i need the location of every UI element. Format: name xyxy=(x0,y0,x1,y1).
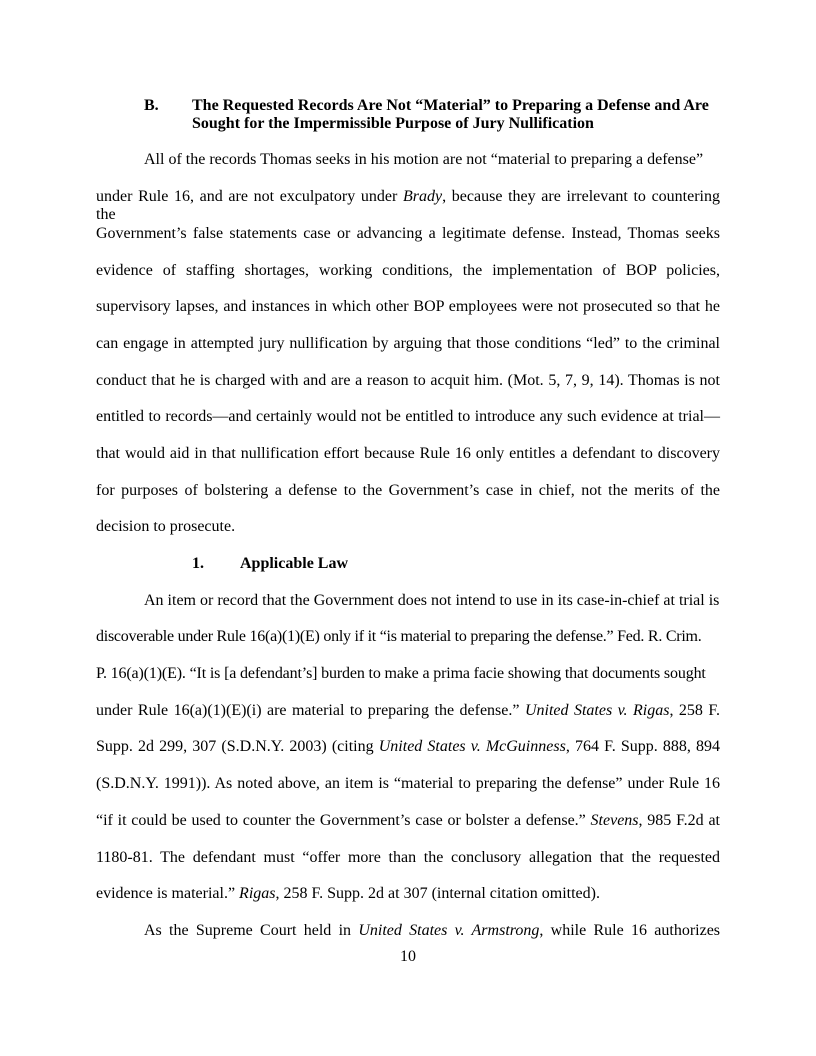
case-name: Rigas xyxy=(239,885,276,902)
paragraph-2-line: An item or record that the Government does not intend to use in its case-in-chief at trial is xyxy=(144,592,720,609)
section-label: B. xyxy=(144,97,159,114)
paragraph-1-line: under Rule 16, and are not exculpatory under Brady, because they are irrelevant to countering the xyxy=(96,188,720,223)
case-name: Brady xyxy=(403,188,443,205)
paragraph-1-line: for purposes of bolstering a defense to the Government’s case in chief, not the merits of the xyxy=(96,482,720,499)
case-name: United States v. Rigas xyxy=(524,702,670,719)
case-name: Stevens xyxy=(590,812,639,829)
case-name: United States v. Armstrong xyxy=(358,922,540,939)
paragraph-1-line: supervisory lapses, and instances in which other BOP employees were not prosecuted so that he xyxy=(96,298,720,315)
paragraph-2-line: (S.D.N.Y. 1991)). As noted above, an item is “material to preparing the defense” under Rule 16 xyxy=(96,775,720,792)
section-title-line-2: Sought for the Impermissible Purpose of Jury Nullification xyxy=(192,115,594,132)
paragraph-1-line: All of the records Thomas seeks in his motion are not “material to preparing a defense” xyxy=(144,151,704,168)
paragraph-1-line: decision to prosecute. xyxy=(96,518,236,535)
paragraph-1-line: can engage in attempted jury nullification by arguing that those conditions “led” to the criminal xyxy=(96,335,720,352)
paragraph-2-line: evidence is material.” Rigas, 258 F. Supp. 2d at 307 (internal citation omitted). xyxy=(96,885,600,902)
paragraph-1-line: Government’s false statements case or advancing a legitimate defense. Instead, Thomas seeks xyxy=(96,225,720,242)
paragraph-2-line: 1180-81. The defendant must “offer more than the conclusory allegation that the requested xyxy=(96,849,720,866)
subsection-title: Applicable Law xyxy=(240,555,349,572)
paragraph-1-line: entitled to records—and certainly would not be entitled to introduce any such evidence at trial— xyxy=(96,408,720,425)
paragraph-3-line: As the Supreme Court held in United States v. Armstrong, while Rule 16 authorizes xyxy=(144,922,721,939)
paragraph-1-line: that would aid in that nullification effort because Rule 16 only entitles a defendant to discovery xyxy=(96,445,720,462)
paragraph-1-line: conduct that he is charged with and are a reason to acquit him. (Mot. 5, 7, 9, 14). Thomas is not xyxy=(96,372,720,389)
subsection-number: 1. xyxy=(192,555,204,572)
page-number: 10 xyxy=(400,948,416,965)
paragraph-2-line: under Rule 16(a)(1)(E)(i) are material to preparing the defense.” United States v. Rigas, 258 F. xyxy=(96,702,721,719)
paragraph-1-line: evidence of staffing shortages, working conditions, the implementation of BOP policies, xyxy=(96,262,720,279)
section-title-line-1: The Requested Records Are Not “Material” to Preparing a Defense and Are xyxy=(192,97,709,114)
paragraph-2-line: discoverable under Rule 16(a)(1)(E) only if it “is material to preparing the defense.” Fed. R. Crim. xyxy=(96,628,702,645)
paragraph-2-line: P. 16(a)(1)(E). “It is [a defendant’s] burden to make a prima facie showing that documents sought xyxy=(96,665,706,682)
paragraph-2-line: Supp. 2d 299, 307 (S.D.N.Y. 2003) (citing United States v. McGuinness, 764 F. Supp. 888, 894 xyxy=(96,738,720,755)
case-name: United States v. McGuinness xyxy=(378,738,566,755)
paragraph-2-line: “if it could be used to counter the Government’s case or bolster a defense.” Stevens, 985 F.2d at xyxy=(96,812,720,829)
